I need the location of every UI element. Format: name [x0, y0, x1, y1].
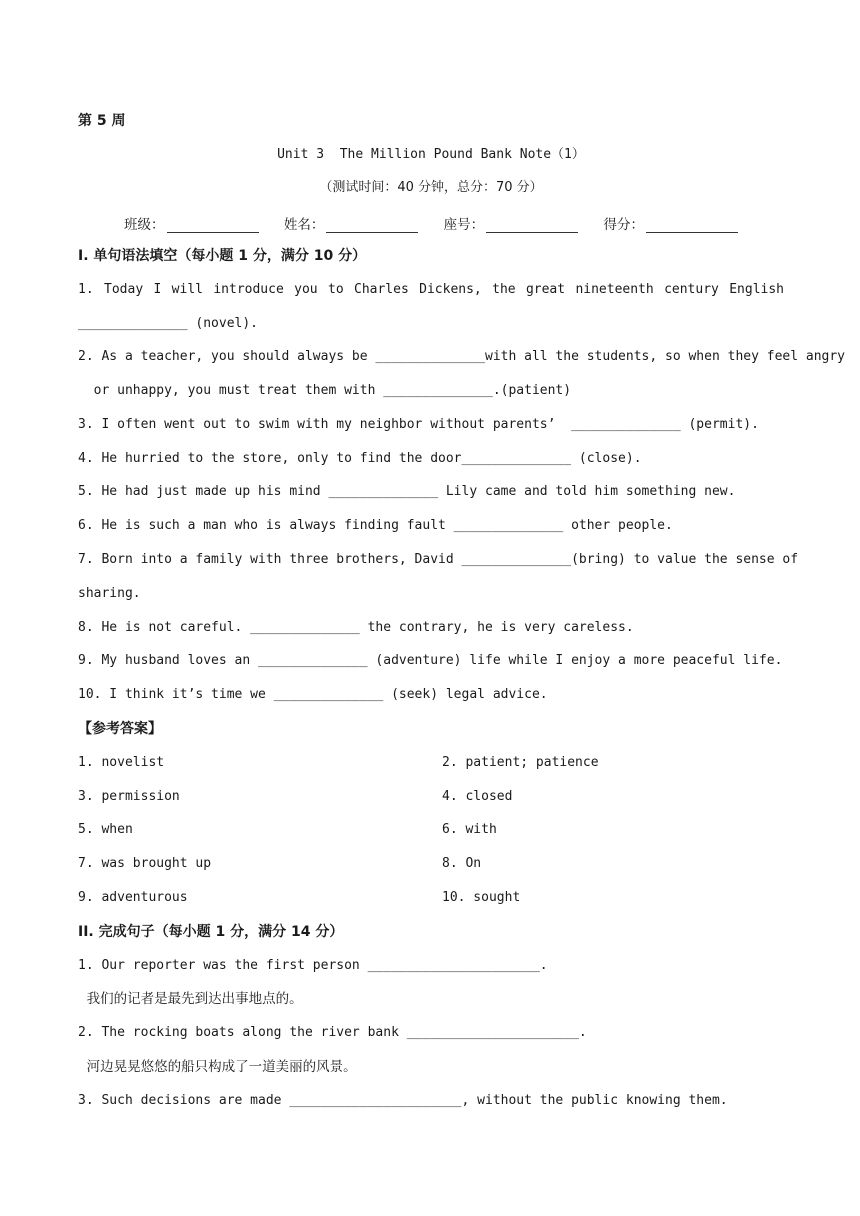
question-line: 1. Our reporter was the first person ______________________. — [78, 958, 548, 973]
document-title: Unit 3 The Million Pound Bank Note（1） — [277, 147, 585, 162]
question-line: ______________ (novel). — [78, 316, 259, 331]
answer-item: 9. adventurous — [78, 890, 188, 905]
answer-item: 6. with — [442, 822, 497, 837]
question-line: 8. He is not careful. ______________ the contrary, he is very careless. — [78, 620, 634, 635]
score-label: 得分： — [603, 217, 644, 233]
section-2-heading: II. 完成句子（每小题 1 分，满分 14 分） — [78, 924, 344, 940]
name-field[interactable] — [284, 213, 419, 233]
name-label: 姓名： — [283, 217, 325, 233]
question-line: 1. Today I will introduce you to Charles Dickens, the great nineteenth century English — [78, 282, 784, 297]
question-line: 9. My husband loves an ______________ (adventure) life while I enjoy a more peaceful life. — [78, 653, 783, 668]
translation-line: 我们的记者是最先到达出事地点的。 — [78, 991, 303, 1007]
question-line: sharing. — [78, 586, 141, 601]
question-line: 10. I think it’s time we ______________ (seek) legal advice. — [78, 687, 548, 702]
answer-item: 3. permission — [78, 789, 180, 804]
question-line: or unhappy, you must treat them with ______________.(patient) — [78, 383, 572, 398]
question-line: 3. I often went out to swim with my neighbor without parents’ ______________ (permit). — [78, 417, 759, 432]
seat-label: 座号： — [443, 217, 485, 233]
answer-item: 2. patient; patience — [442, 755, 599, 770]
translation-line: 河边晃晃悠悠的船只构成了一道美丽的风景。 — [78, 1059, 357, 1075]
answer-item: 8. On — [442, 856, 482, 871]
score-blank[interactable] — [646, 218, 738, 233]
score-field[interactable] — [603, 213, 738, 233]
class-label: 班级： — [124, 217, 165, 233]
answer-item: 4. closed — [442, 789, 513, 804]
question-line: 7. Born into a family with three brothers, David ______________(bring) to value the sense of — [78, 552, 799, 567]
question-line: 2. The rocking boats along the river bank ______________________. — [78, 1025, 587, 1040]
answer-item: 1. novelist — [78, 755, 165, 770]
answer-item: 10. sought — [442, 890, 521, 905]
test-info-subtitle: （测试时间：40 分钟，总分：70 分） — [319, 180, 543, 195]
answer-item: 5. when — [78, 822, 133, 837]
name-blank[interactable] — [326, 218, 418, 233]
seat-blank[interactable] — [486, 218, 578, 233]
question-line: 3. Such decisions are made ______________________, without the public knowing them. — [78, 1093, 728, 1108]
question-line: 4. He hurried to the store, only to find the door______________ (close). — [78, 451, 642, 466]
question-line: 6. He is such a man who is always finding fault ______________ other people. — [78, 518, 673, 533]
class-blank[interactable] — [167, 218, 259, 233]
class-field[interactable] — [124, 213, 259, 233]
question-line: 5. He had just made up his mind ______________ Lily came and told him something new. — [78, 484, 736, 499]
seat-field[interactable] — [444, 213, 579, 233]
week-label: 第 5 周 — [78, 113, 126, 129]
student-info-row — [124, 213, 738, 233]
section-1-heading: I. 单句语法填空（每小题 1 分，满分 10 分） — [78, 248, 367, 264]
answer-item: 7. was brought up — [78, 856, 212, 871]
question-line: 2. As a teacher, you should always be ______________with all the students, so when they feel angry — [78, 349, 846, 364]
answers-heading: 【参考答案】 — [78, 721, 162, 737]
